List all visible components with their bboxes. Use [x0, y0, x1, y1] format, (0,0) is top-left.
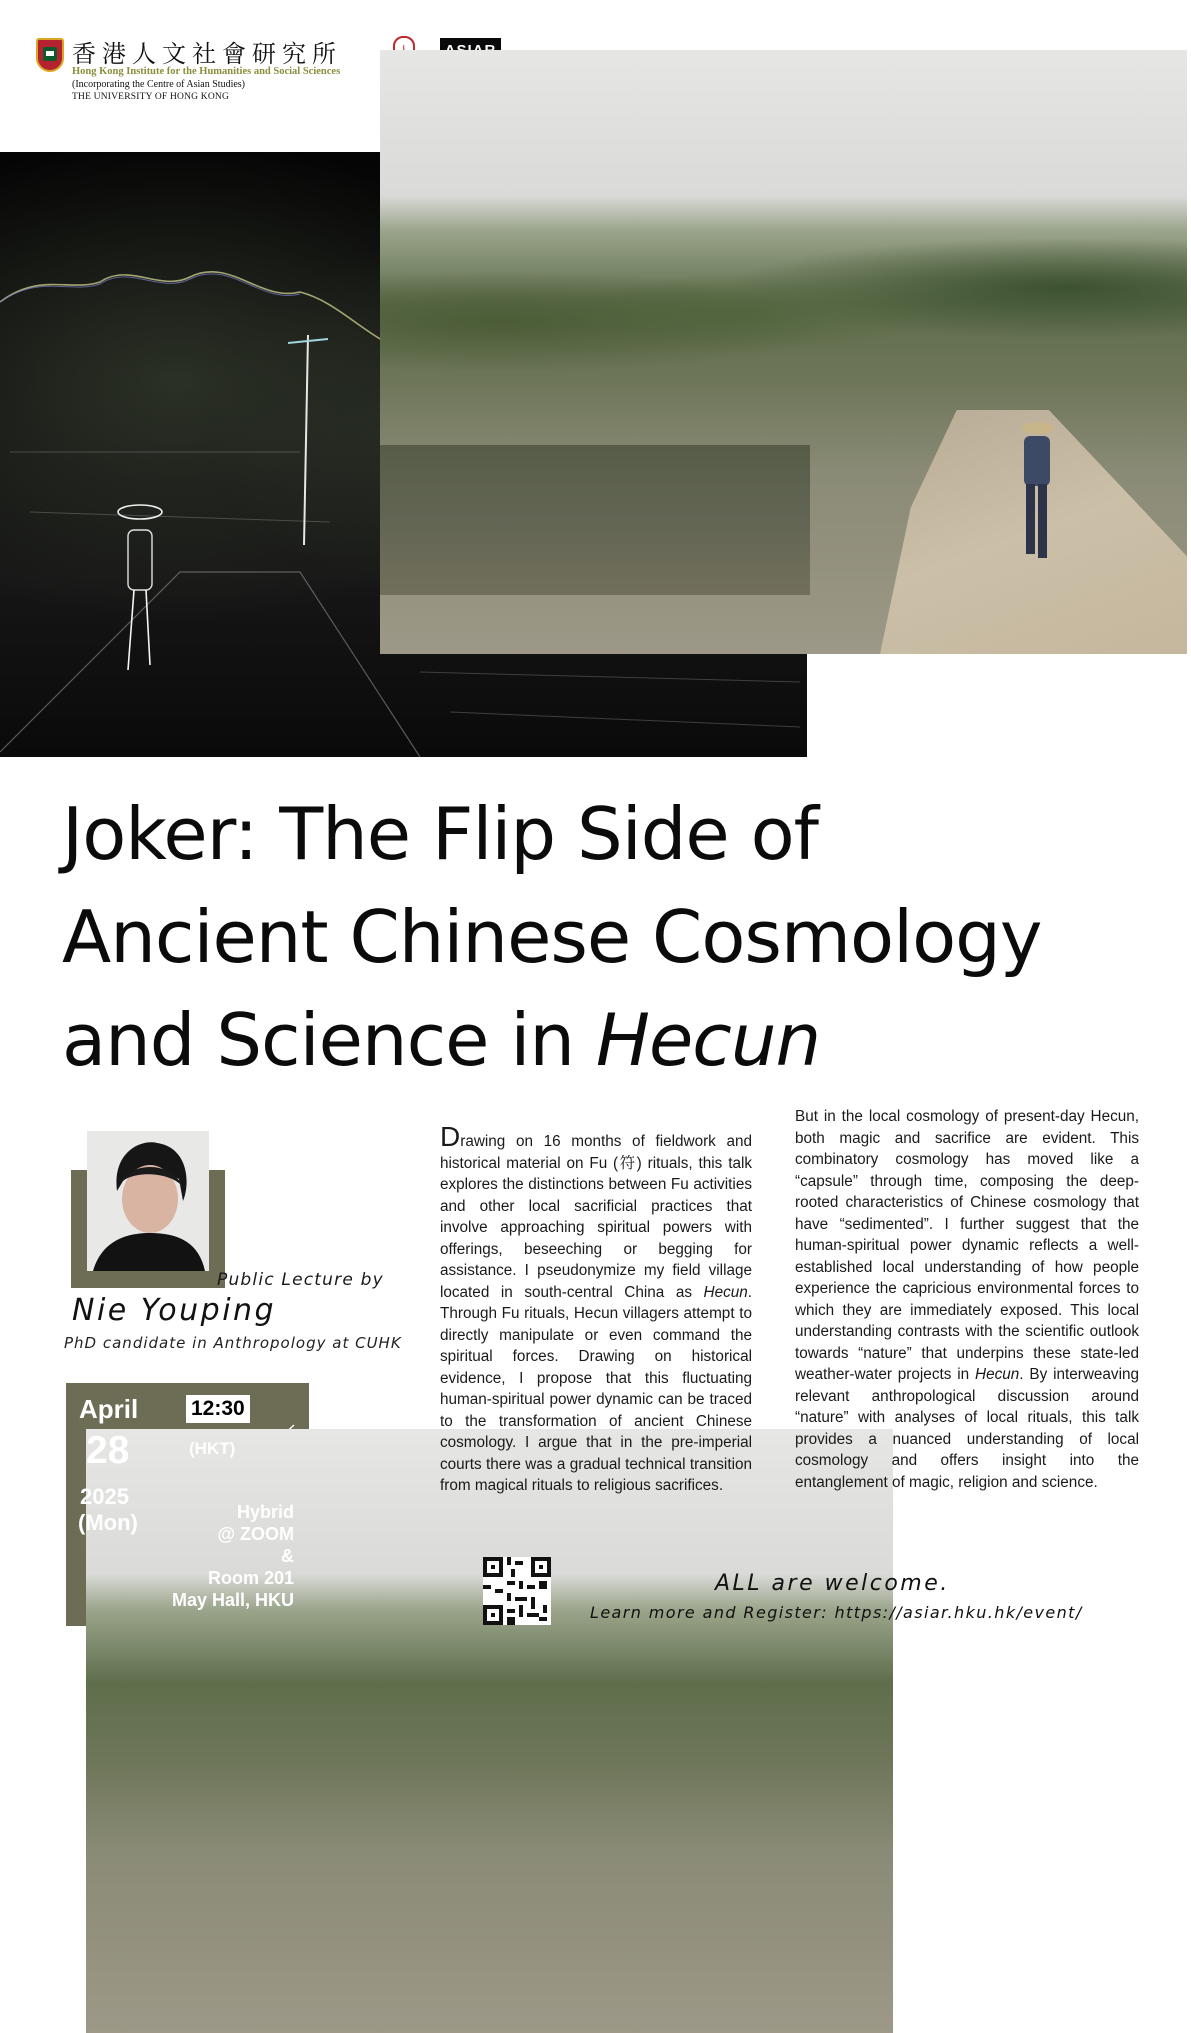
event-month: April	[79, 1394, 139, 1424]
abstract-text: . By interweaving relevant anthropological discussion around “nature” with analyses of local rituals, this talk provides a nuanced understanding of local cosmology and offers insight into the entanglement of magic, religion and science.	[795, 1366, 1139, 1491]
venue-line: &	[281, 1546, 294, 1566]
abstract-text: But in the local cosmology of present-day Hecun, both magic and sacrifice are evident. This combinatory cosmology has moved like a “capsule” through time, composing the deep-rooted characteristics of Chinese cosmology that have “sedimented”. I further suggest that the human-spiritual power dynamic reflects a well-established local understanding of how people experience the capricious environmental forces to which they are immediately exposed. This local understanding contrasts with the scientific outlook towards “nature” that underpins these state-led weather-water projects in	[795, 1108, 1139, 1383]
title-line-1: Joker: The Flip Side of	[62, 792, 818, 876]
event-details-box	[66, 1383, 309, 1626]
abstract-text: rawing on 16 months of fieldwork and historical material on Fu (符) rituals, this talk explores the distinctions between Fu activities and other local sacrificial practices that involve approaching spiritual powers with offerings, beseeching or begging for assistance. I pseudonymize my field village located in south-central China as	[440, 1133, 752, 1301]
abstract-dropcap: D	[440, 1121, 461, 1152]
title-line-3	[62, 989, 1162, 1092]
event-time: 12:30	[186, 1395, 250, 1423]
walking-figure	[1016, 418, 1056, 568]
walking-figure-outline	[110, 500, 170, 680]
lecture-label: Public Lecture by	[217, 1270, 384, 1290]
university-name: THE UNIVERSITY OF HONG KONG	[72, 92, 230, 102]
speaker-name: Nie Youping	[72, 1293, 277, 1328]
title-line-2: Ancient Chinese Cosmology	[62, 895, 1042, 979]
register-link[interactable]: Learn more and Register: https://asiar.hku.hk/event/	[590, 1603, 1083, 1622]
welcome-text: ALL are welcome.	[715, 1571, 950, 1596]
venue-line: @ ZOOM	[217, 1524, 294, 1544]
venue-line: Hybrid	[236, 1502, 294, 1522]
event-timezone: (HKT)	[189, 1439, 236, 1458]
institute-chinese-name: 香港人文社會研究所	[72, 40, 342, 68]
title-line-3-emphasis: Hecun	[595, 998, 821, 1082]
institute-note: (Incorporating the Centre of Asian Studies)	[72, 79, 246, 90]
qr-code-icon[interactable]	[483, 1557, 551, 1625]
utility-pole-outline	[288, 335, 328, 545]
abstract-emphasis: Hecun	[975, 1366, 1020, 1383]
institute-english-name: Hong Kong Institute for the Humanities and Social Sciences	[72, 66, 341, 77]
event-year: 2025	[80, 1484, 129, 1509]
event-venue	[172, 1501, 294, 1611]
abstract-text: . Through Fu rituals, Hecun villagers attempt to directly manipulate or even command the spiritual forces. Drawing on historical evidence, I propose that this fluctuating human-spiritual power dynamic can be traced to the transformation of ancient Chinese cosmology. I argue that in the pre-imperial courts there was a gradual technical transition from magical rituals to religious sacrifices.	[440, 1283, 752, 1494]
abstract-emphasis: Hecun	[703, 1283, 748, 1301]
title-line-3-prefix: and Science in	[62, 998, 596, 1082]
venue-line: May Hall, HKU	[171, 1590, 294, 1610]
speaker-photo	[87, 1131, 209, 1271]
hku-crest-icon	[36, 38, 64, 72]
abstract-column-1	[440, 1121, 752, 1497]
event-weekday: (Mon)	[78, 1510, 138, 1535]
tree-line	[380, 220, 1187, 390]
speaker-affiliation: PhD candidate in Anthropology at CUHK	[64, 1334, 402, 1352]
venue-line: Room 201	[207, 1568, 294, 1588]
lecture-title	[62, 783, 1162, 1092]
event-day: 28	[86, 1429, 893, 2033]
abstract-column-2	[795, 1106, 1139, 1493]
field-strip	[380, 445, 810, 595]
